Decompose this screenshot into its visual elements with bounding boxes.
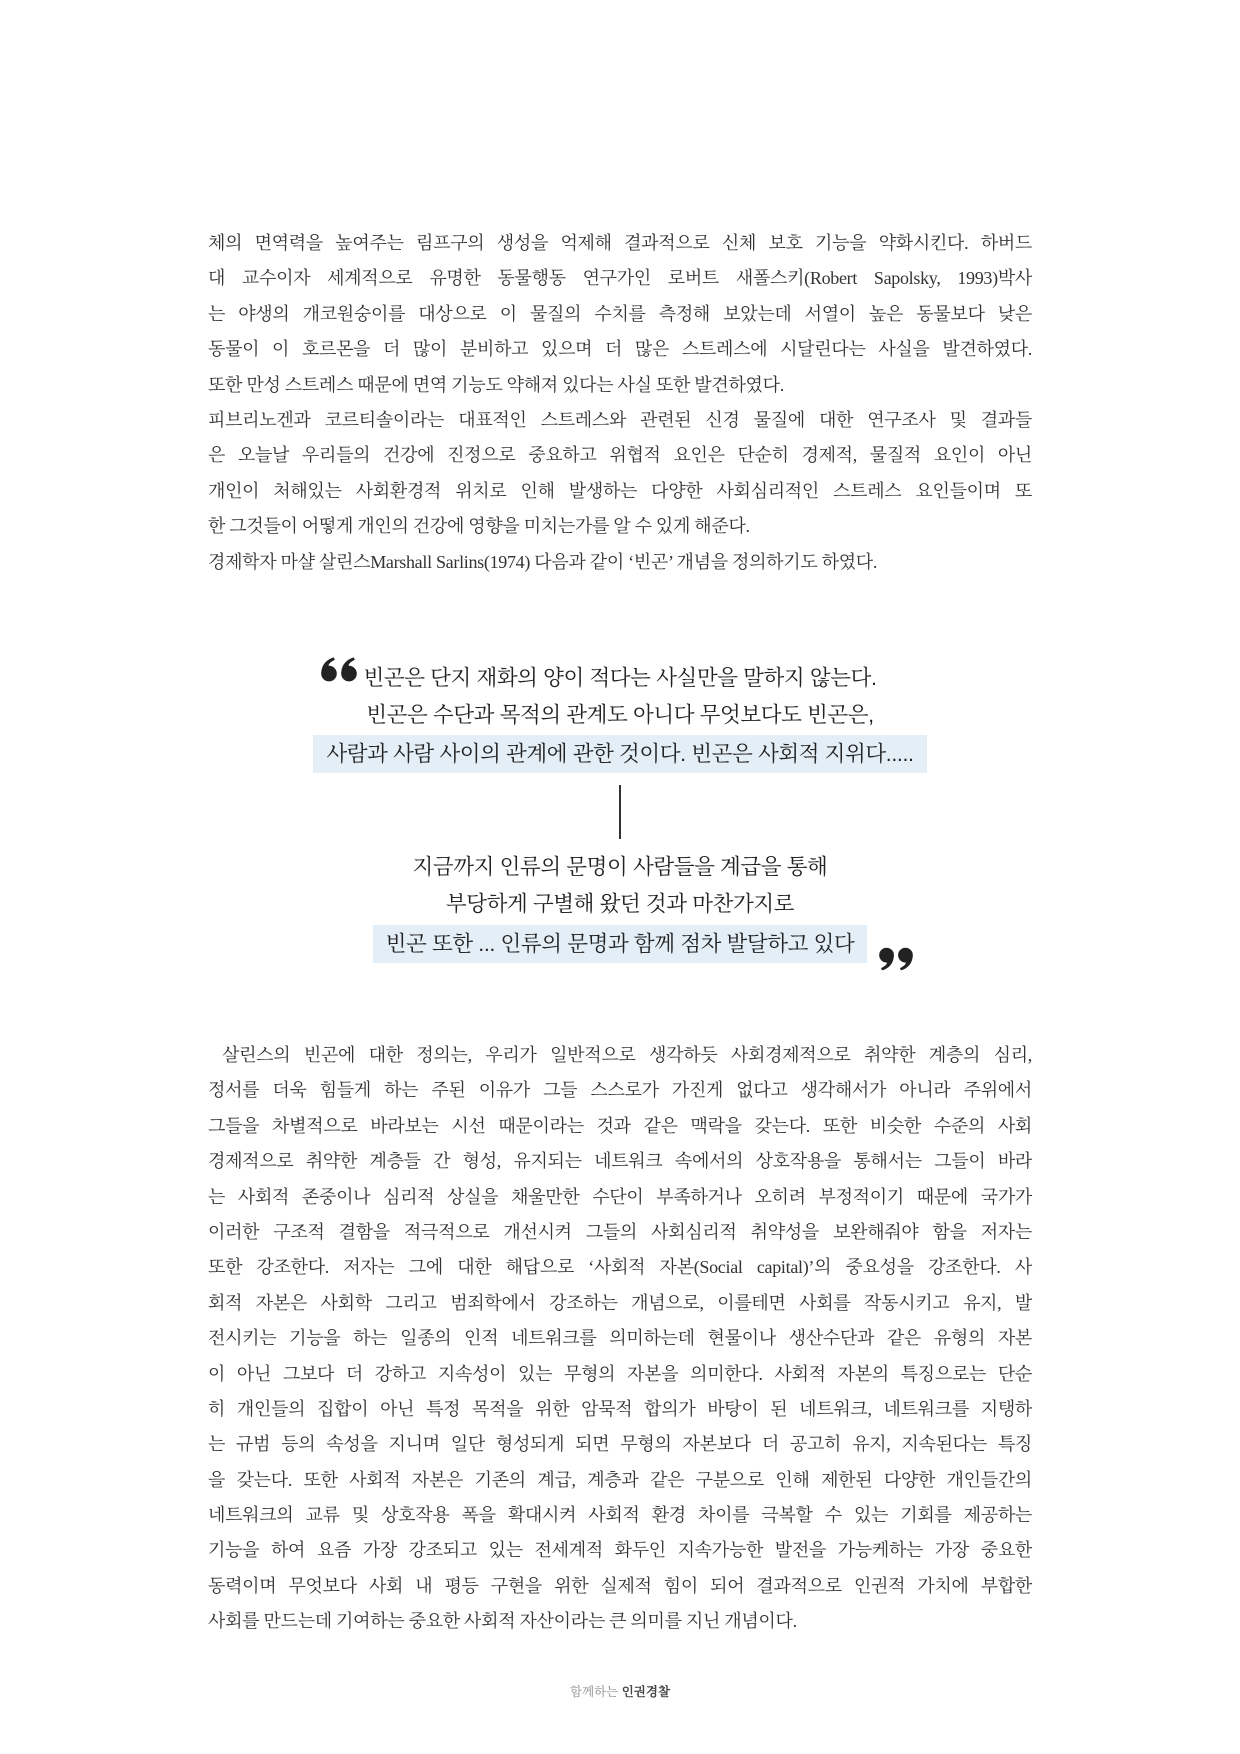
quote-line xyxy=(0,660,1240,698)
text-line: 히 개인들의 집합이 아닌 특정 목적을 위한 암묵적 합의가 바탕이 된 네트워크, 네트워크를 지탱하 xyxy=(208,1398,1032,1419)
paragraph xyxy=(208,403,1032,545)
quote-line-anchor xyxy=(363,660,876,698)
text-line: 체의 면역력을 높여주는 림프구의 생성을 억제해 결과적으로 신체 보호 기능을 약화시킨다. 하버드 xyxy=(208,233,1032,253)
text-line: 는 야생의 개코원숭이를 대상으로 이 물질의 수치를 측정해 보았는데 서열이 높은 동물보다 낮은 xyxy=(208,303,1032,324)
footer-brand: 인권경찰 xyxy=(621,1685,671,1699)
body-text xyxy=(208,1038,1032,1640)
quote-text: 빈곤은 단지 재화의 양이 적다는 사실만을 말하지 않는다. xyxy=(363,665,877,690)
text-line: 는 규범 등의 속성을 지니며 일단 형성되게 되면 무형의 자본보다 더 공고히 유지, 지속된다는 특징 xyxy=(208,1434,1032,1455)
text-line: 동물이 이 호르몬을 더 많이 분비하고 있으며 더 많은 스트레스에 시달린다는 사실을 발견하였다. xyxy=(208,339,1032,360)
text-line: 대 교수이자 세계적으로 유명한 동물행동 연구가인 로버트 새폴스키(Robert Sapolsky, 1993)박사 xyxy=(208,268,1032,289)
quote-line: 지금까지 인류의 문명이 사람들을 계급을 통해 xyxy=(412,854,828,879)
text-line: 한 그것들이 어떻게 개인의 건강에 영향을 미치는가를 알 수 있게 해준다. xyxy=(208,516,750,537)
text-line: 은 오늘날 우리들의 건강에 진정으로 중요하고 위협적 요인은 단순히 경제적, 물질적 요인이 아닌 xyxy=(208,445,1032,466)
paragraph xyxy=(208,1038,1032,1640)
text-line: 살린스의 빈곤에 대한 정의는, 우리가 일반적으로 생각하듯 사회경제적으로 취약한 계층의 심리, xyxy=(222,1045,1032,1065)
page-footer xyxy=(0,1683,1240,1701)
text-line: 피브리노겐과 코르티솔이라는 대표적인 스트레스와 관련된 신경 물질에 대한 연구조사 및 결과들 xyxy=(208,409,1032,430)
intro-text xyxy=(208,226,1032,580)
vertical-divider xyxy=(619,785,621,839)
text-line: 그들을 차별적으로 바라보는 시선 때문이라는 것과 같은 맥락을 갖는다. 또한 비슷한 수준의 사회 xyxy=(208,1115,1032,1136)
text-line: 정서를 더욱 힘들게 하는 주된 이유가 그들 스스로가 가진게 없다고 생각해서가 아니라 주위에서 xyxy=(208,1080,1032,1101)
text-line: 는 사회적 존중이나 심리적 상실을 채울만한 수단이 부족하거나 오히려 부정적이기 때문에 국가가 xyxy=(208,1186,1032,1207)
quote-line-highlighted xyxy=(0,925,1240,963)
quote-highlight xyxy=(313,735,926,773)
quote-highlight xyxy=(373,925,868,963)
text-line: 네트워크의 교류 및 상호작용 폭을 확대시켜 사회적 환경 차이를 극복할 수 있는 기회를 제공하는 xyxy=(208,1505,1032,1526)
paragraph xyxy=(208,545,1032,580)
text-line: 회적 자본은 사회학 그리고 범죄학에서 강조하는 개념으로, 이를테면 사회를 작동시키고 유지, 발 xyxy=(208,1292,1032,1313)
quote-text: 빈곤 또한 ... 인류의 문명과 함께 점차 발달하고 있다 xyxy=(385,932,855,956)
text-line: 이러한 구조적 결함을 적극적으로 개선시켜 그들의 사회심리적 취약성을 보완해줘야 함을 저자는 xyxy=(208,1221,1032,1242)
text-line: 을 갖는다. 또한 사회적 자본은 기존의 계급, 계층과 같은 구분으로 인해 제한된 다양한 개인들간의 xyxy=(208,1469,1032,1490)
quote-text: 사람과 사람 사이의 관계에 관한 것이다. 빈곤은 사회적 지위다..... xyxy=(326,741,914,766)
open-quote-icon xyxy=(321,657,357,682)
quote-part-2 xyxy=(0,849,1240,964)
text-line: 개인이 처해있는 사회환경적 위치로 인해 발생하는 다양한 사회심리적인 스트레스 요인들이며 또 xyxy=(208,480,1032,501)
quote-line: 부당하게 구별해 왔던 것과 마찬가지로 xyxy=(445,891,795,916)
text-line: 또한 강조한다. 저자는 그에 대한 해답으로 ‘사회적 자본(Social capital)’의 중요성을 강조한다. 사 xyxy=(208,1257,1032,1278)
text-line: 사회를 만드는데 기여하는 중요한 사회적 자산이라는 큰 의미를 지닌 개념이다. xyxy=(208,1611,797,1632)
text-line: 경제학자 마샬 살린스Marshall Sarlins(1974) 다음과 같이 ‘빈곤’ 개념을 정의하기도 하였다. xyxy=(208,551,878,572)
paragraph xyxy=(208,226,1032,403)
quote-line-highlighted xyxy=(0,735,1240,773)
text-line: 전시키는 기능을 하는 일종의 인적 네트워크를 의미하는데 현물이나 생산수단과 같은 유형의 자본 xyxy=(208,1328,1032,1349)
close-quote-icon xyxy=(879,947,913,971)
quote-line: 빈곤은 수단과 목적의 관계도 아니다 무엇보다도 빈곤은, xyxy=(366,703,874,727)
quote-part-1 xyxy=(0,660,1240,773)
footer-prefix: 함께하는 xyxy=(569,1685,619,1699)
text-line: 기능을 하여 요즘 가장 강조되고 있는 전세계적 화두인 지속가능한 발전을 가능케하는 가장 중요한 xyxy=(208,1540,1032,1561)
text-line: 이 아닌 그보다 더 강하고 지속성이 있는 무형의 자본을 의미한다. 사회적 자본의 특징으로는 단순 xyxy=(208,1363,1032,1384)
text-line: 경제적으로 취약한 계층들 간 형성, 유지되는 네트워크 속에서의 상호작용을 통해서는 그들이 바라 xyxy=(208,1151,1032,1172)
text-line: 동력이며 무엇보다 사회 내 평등 구현을 위한 실제적 힘이 되어 결과적으로 인권적 가치에 부합한 xyxy=(208,1575,1032,1596)
text-line: 또한 만성 스트레스 때문에 면역 기능도 약해져 있다는 사실 또한 발견하였다. xyxy=(208,374,784,395)
